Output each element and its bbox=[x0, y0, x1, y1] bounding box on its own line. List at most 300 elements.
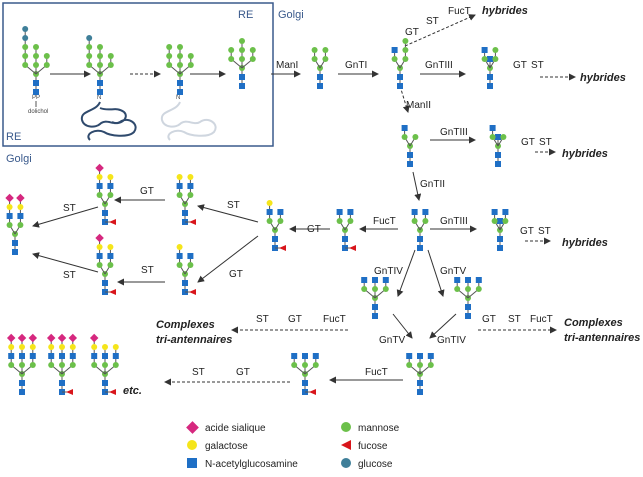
enzyme-gntv-2: GnTV bbox=[379, 335, 406, 346]
glcnac-icon bbox=[177, 80, 183, 86]
enzyme-gntii: GnTII bbox=[420, 179, 446, 190]
glcnac-icon bbox=[487, 74, 493, 80]
protein-chain-faded bbox=[162, 102, 216, 140]
glycan-biantennary bbox=[412, 209, 429, 251]
mannose-icon bbox=[166, 62, 172, 68]
mannose-icon bbox=[267, 218, 273, 224]
glcnac-icon bbox=[454, 277, 460, 283]
glcnac-icon bbox=[272, 236, 278, 242]
glcnac-icon bbox=[182, 210, 188, 216]
arrows bbox=[33, 15, 575, 382]
mannose-icon bbox=[372, 286, 378, 292]
mannose-icon bbox=[313, 362, 319, 368]
sialic-acid-icon bbox=[69, 334, 77, 342]
glcnac-icon bbox=[465, 304, 471, 310]
mannose-icon bbox=[500, 134, 506, 140]
mannose-icon bbox=[492, 218, 498, 224]
glcnac-icon bbox=[97, 80, 103, 86]
glcnac-icon bbox=[19, 389, 25, 395]
galactose-icon bbox=[70, 344, 76, 350]
dolichol-label: dolichol bbox=[28, 109, 49, 115]
glucose-icon bbox=[22, 35, 28, 41]
hybrides-label-2: hybrides bbox=[580, 72, 626, 84]
glcnac-icon bbox=[267, 209, 273, 215]
glucose-icon bbox=[86, 35, 92, 41]
glcnac-icon bbox=[302, 353, 308, 359]
mannose-icon bbox=[177, 192, 183, 198]
glcnac-icon bbox=[347, 209, 353, 215]
mannose-icon bbox=[322, 56, 328, 62]
asn-label-faded: N bbox=[176, 95, 181, 101]
mannose-icon bbox=[322, 47, 328, 53]
glcnac-icon bbox=[422, 209, 428, 215]
enzyme-gt-bottom: GT bbox=[236, 367, 250, 378]
glcnac-icon bbox=[337, 209, 343, 215]
mannose-icon bbox=[22, 44, 28, 50]
enzyme-st-tri-left: ST bbox=[256, 314, 269, 325]
mannose-icon bbox=[239, 47, 245, 53]
glcnac-icon bbox=[417, 236, 423, 242]
mannose-icon bbox=[402, 38, 408, 44]
glcnac-icon bbox=[8, 353, 14, 359]
glycan-fucosylated bbox=[337, 209, 356, 251]
glcnac-icon bbox=[291, 353, 297, 359]
legend-fucose-label: fucose bbox=[358, 441, 388, 452]
mannose-icon bbox=[412, 218, 418, 224]
glcnac-icon bbox=[313, 353, 319, 359]
enzyme-gt-upper: GT bbox=[140, 186, 154, 197]
glcnac-icon bbox=[406, 353, 412, 359]
mannose-icon bbox=[86, 62, 92, 68]
enzyme-gntiii-1: GnTIII bbox=[425, 60, 453, 71]
glcnac-icon bbox=[59, 353, 65, 359]
glcnac-icon bbox=[372, 313, 378, 319]
sialic-acid-icon bbox=[29, 334, 37, 342]
mannose-icon bbox=[33, 44, 39, 50]
enzyme-fuct-mid: FucT bbox=[373, 216, 396, 227]
legend-galactose-label: galactose bbox=[205, 441, 248, 452]
glycan-gal-partial bbox=[267, 200, 286, 251]
mannose-icon bbox=[337, 218, 343, 224]
enzyme-manii: ManII bbox=[406, 100, 432, 111]
galactose-icon bbox=[267, 200, 273, 206]
mannose-icon bbox=[490, 134, 496, 140]
glcnac-icon bbox=[502, 209, 508, 215]
mannose-icon bbox=[347, 218, 353, 224]
mannose-icon bbox=[228, 47, 234, 53]
glycan-final-2 bbox=[47, 334, 77, 395]
pp-label: PP bbox=[32, 95, 41, 101]
mannose-icon bbox=[108, 53, 114, 59]
legend bbox=[186, 421, 399, 470]
mannose-icon bbox=[33, 62, 39, 68]
mannose-icon bbox=[107, 192, 113, 198]
glcnac-icon bbox=[113, 353, 119, 359]
glcnac-icon bbox=[372, 304, 378, 310]
mannose-icon bbox=[70, 362, 76, 368]
mannose-icon bbox=[402, 56, 408, 62]
enzyme-st-lower: ST bbox=[141, 265, 154, 276]
sialic-acid-icon bbox=[47, 334, 55, 342]
fucose-icon bbox=[309, 389, 316, 395]
mannose-icon bbox=[312, 56, 318, 62]
galactose-icon bbox=[19, 344, 25, 350]
legend-sialic-label: acide sialique bbox=[205, 423, 266, 434]
legend-galactose-icon bbox=[187, 440, 197, 450]
protein-chain bbox=[82, 102, 136, 140]
complexes-right-line2: tri-antennaires bbox=[564, 332, 641, 344]
glcnac-icon bbox=[177, 89, 183, 95]
glcnac-icon bbox=[97, 183, 103, 189]
mannose-icon bbox=[166, 44, 172, 50]
legend-mannose-icon bbox=[341, 422, 351, 432]
sialic-acid-icon bbox=[95, 234, 103, 242]
glycan-tetra bbox=[406, 353, 434, 395]
glcnac-icon bbox=[33, 80, 39, 86]
glycan-man5 bbox=[312, 47, 329, 89]
galactose-icon bbox=[113, 344, 119, 350]
mannose-icon bbox=[250, 56, 256, 62]
legend-fucose-icon bbox=[341, 440, 351, 450]
enzyme-labels bbox=[63, 6, 553, 378]
mannose-icon bbox=[502, 218, 508, 224]
glycan-bisected-2 bbox=[490, 125, 507, 167]
mannose-icon bbox=[48, 362, 54, 368]
glcnac-icon bbox=[476, 277, 482, 283]
galactose-icon bbox=[97, 174, 103, 180]
mannose-icon bbox=[113, 362, 119, 368]
glycan-lipid-precursor bbox=[22, 26, 50, 95]
legend-glcnac-label: N-acetylglucosamine bbox=[205, 459, 298, 470]
mannose-icon bbox=[33, 53, 39, 59]
glcnac-icon bbox=[19, 353, 25, 359]
mannose-icon bbox=[44, 62, 50, 68]
glcnac-icon bbox=[97, 89, 103, 95]
sialic-acid-icon bbox=[95, 164, 103, 172]
galactose-icon bbox=[48, 344, 54, 350]
glcnac-icon bbox=[482, 47, 488, 53]
glcnac-icon bbox=[361, 277, 367, 283]
mannose-icon bbox=[492, 47, 498, 53]
glcnac-icon bbox=[402, 125, 408, 131]
sialic-acid-icon bbox=[7, 334, 15, 342]
etc-label: etc. bbox=[123, 385, 142, 397]
glycan-structures bbox=[5, 26, 508, 395]
mannose-icon bbox=[19, 362, 25, 368]
glcnac-icon bbox=[102, 280, 108, 286]
mannose-icon bbox=[417, 362, 423, 368]
glcnac-icon bbox=[417, 389, 423, 395]
mannose-icon bbox=[228, 56, 234, 62]
glycan-tetra-fuc bbox=[291, 353, 319, 395]
mannose-icon bbox=[250, 47, 256, 53]
glcnac-icon bbox=[187, 253, 193, 259]
er-label-top: RE bbox=[238, 9, 254, 21]
fucose-icon bbox=[349, 245, 356, 251]
glcnac-icon bbox=[12, 240, 18, 246]
enzyme-st-upper-left: ST bbox=[63, 203, 76, 214]
galactose-icon bbox=[107, 244, 113, 250]
mannose-icon bbox=[422, 218, 428, 224]
glcnac-icon bbox=[177, 253, 183, 259]
galactose-icon bbox=[177, 174, 183, 180]
glcnac-icon bbox=[487, 56, 493, 62]
enzyme-gt-lower: GT bbox=[229, 269, 243, 280]
glcnac-icon bbox=[17, 213, 23, 219]
glcnac-icon bbox=[495, 152, 501, 158]
glcnac-icon bbox=[490, 125, 496, 131]
glcnac-icon bbox=[97, 253, 103, 259]
mannose-icon bbox=[97, 44, 103, 50]
enzyme-gntv-1: GnTV bbox=[440, 266, 467, 277]
mannose-icon bbox=[239, 56, 245, 62]
galactose-icon bbox=[177, 244, 183, 250]
golgi-label-bottom: Golgi bbox=[6, 153, 32, 165]
mannose-icon bbox=[188, 53, 194, 59]
enzyme-st-bottom: ST bbox=[192, 367, 205, 378]
glycan-bisected-hybrid bbox=[482, 47, 499, 89]
enzyme-st-1: ST bbox=[531, 60, 544, 71]
glcnac-icon bbox=[487, 83, 493, 89]
mannose-icon bbox=[412, 134, 418, 140]
glcnac-icon bbox=[492, 209, 498, 215]
glycan-final-1 bbox=[7, 334, 37, 395]
galactose-icon bbox=[8, 344, 14, 350]
glcnac-icon bbox=[107, 183, 113, 189]
glycan-gnti-product bbox=[392, 38, 409, 89]
fucose-icon bbox=[109, 219, 116, 225]
mannose-icon bbox=[454, 286, 460, 292]
mannose-icon bbox=[22, 62, 28, 68]
glucose-icon bbox=[22, 26, 28, 32]
arrow-gntii bbox=[413, 172, 419, 200]
glcnac-icon bbox=[428, 353, 434, 359]
mannose-icon bbox=[8, 362, 14, 368]
glycan-bisected-3 bbox=[492, 209, 509, 251]
glcnac-icon bbox=[417, 245, 423, 251]
mannose-icon bbox=[476, 286, 482, 292]
glycan-disialyl bbox=[5, 194, 24, 255]
glcnac-icon bbox=[417, 353, 423, 359]
glycan-tri-gntiv bbox=[361, 277, 389, 319]
glcnac-icon bbox=[182, 280, 188, 286]
fucose-icon bbox=[189, 219, 196, 225]
mannose-icon bbox=[239, 38, 245, 44]
galactose-icon bbox=[59, 344, 65, 350]
enzyme-mani: ManI bbox=[276, 60, 299, 71]
mannose-icon bbox=[30, 362, 36, 368]
mannose-icon bbox=[59, 362, 65, 368]
glcnac-icon bbox=[19, 380, 25, 386]
golgi-label-top: Golgi bbox=[278, 9, 304, 21]
enzyme-gt-2: GT bbox=[521, 137, 535, 148]
fucose-icon bbox=[279, 245, 286, 251]
glycan-upper-sia bbox=[95, 164, 116, 225]
galactose-icon bbox=[107, 174, 113, 180]
mannose-icon bbox=[177, 62, 183, 68]
complexes-left-line1: Complexes bbox=[156, 319, 215, 331]
glcnac-icon bbox=[59, 380, 65, 386]
glcnac-icon bbox=[91, 353, 97, 359]
glcnac-icon bbox=[465, 313, 471, 319]
mannose-icon bbox=[187, 262, 193, 268]
glycan-upper-gal bbox=[177, 174, 196, 225]
glcnac-icon bbox=[30, 353, 36, 359]
glcnac-icon bbox=[407, 161, 413, 167]
glcnac-icon bbox=[187, 183, 193, 189]
mannose-icon bbox=[22, 53, 28, 59]
glcnac-icon bbox=[383, 277, 389, 283]
mannose-icon bbox=[44, 53, 50, 59]
fucose-icon bbox=[109, 289, 116, 295]
enzyme-fuct-tri-left: FucT bbox=[323, 314, 346, 325]
glycan-lower-sia bbox=[95, 234, 116, 295]
sialic-acid-icon bbox=[90, 334, 98, 342]
mannose-icon bbox=[302, 362, 308, 368]
glcnac-icon bbox=[12, 249, 18, 255]
glcnac-icon bbox=[239, 83, 245, 89]
mannose-icon bbox=[17, 222, 23, 228]
mannose-icon bbox=[312, 47, 318, 53]
arrow-gt-lower bbox=[198, 236, 258, 282]
fucose-icon bbox=[189, 289, 196, 295]
enzyme-st-lower-left: ST bbox=[63, 270, 76, 281]
mannose-icon bbox=[97, 192, 103, 198]
mannose-icon bbox=[97, 262, 103, 268]
mannose-icon bbox=[406, 362, 412, 368]
mannose-icon bbox=[166, 53, 172, 59]
mannose-icon bbox=[177, 262, 183, 268]
glcnac-icon bbox=[417, 380, 423, 386]
legend-glcnac-icon bbox=[187, 458, 197, 468]
fucose-icon bbox=[66, 389, 73, 395]
enzyme-gt-tri-right: GT bbox=[482, 314, 496, 325]
mannose-icon bbox=[291, 362, 297, 368]
mannose-icon bbox=[188, 62, 194, 68]
galactose-icon bbox=[17, 204, 23, 210]
glcnac-icon bbox=[497, 245, 503, 251]
galactose-icon bbox=[7, 204, 13, 210]
mannose-icon bbox=[392, 56, 398, 62]
mannose-icon bbox=[361, 286, 367, 292]
mannose-icon bbox=[97, 53, 103, 59]
enzyme-fuct-bottom: FucT bbox=[365, 367, 388, 378]
glcnac-icon bbox=[392, 47, 398, 53]
enzyme-gt-left: GT bbox=[307, 224, 321, 235]
legend-mannose-label: mannose bbox=[358, 423, 400, 434]
mannose-icon bbox=[428, 362, 434, 368]
galactose-icon bbox=[102, 344, 108, 350]
sialic-acid-icon bbox=[58, 334, 66, 342]
glycan-lower-gal bbox=[177, 244, 196, 295]
enzyme-st-tri-right: ST bbox=[508, 314, 521, 325]
mannose-icon bbox=[91, 362, 97, 368]
mannose-icon bbox=[383, 286, 389, 292]
mannose-icon bbox=[107, 262, 113, 268]
glcnac-icon bbox=[302, 380, 308, 386]
mannose-icon bbox=[492, 56, 498, 62]
galactose-icon bbox=[30, 344, 36, 350]
sialic-acid-icon bbox=[16, 194, 24, 202]
glycan-man3-gn bbox=[402, 125, 419, 167]
galactose-icon bbox=[187, 174, 193, 180]
glcnac-icon bbox=[497, 236, 503, 242]
legend-sialic-icon bbox=[186, 421, 199, 434]
glycan-final-3 bbox=[90, 334, 119, 395]
glcnac-icon bbox=[495, 161, 501, 167]
glycan-man8 bbox=[228, 38, 256, 89]
mannose-icon bbox=[402, 134, 408, 140]
glcnac-icon bbox=[465, 277, 471, 283]
enzyme-gntiii-3: GnTIII bbox=[440, 216, 468, 227]
mannose-icon bbox=[108, 62, 114, 68]
enzyme-fuct-top: FucT bbox=[448, 6, 471, 17]
mannose-icon bbox=[277, 218, 283, 224]
mannose-icon bbox=[482, 56, 488, 62]
mannose-icon bbox=[465, 286, 471, 292]
glcnac-icon bbox=[7, 213, 13, 219]
glcnac-icon bbox=[397, 74, 403, 80]
glcnac-icon bbox=[412, 209, 418, 215]
mannose-icon bbox=[102, 362, 108, 368]
complexes-right-line1: Complexes bbox=[564, 317, 623, 329]
er-label-bottom: RE bbox=[6, 131, 22, 143]
enzyme-gt-1: GT bbox=[513, 60, 527, 71]
mannose-icon bbox=[97, 62, 103, 68]
glcnac-icon bbox=[48, 353, 54, 359]
mannose-icon bbox=[86, 44, 92, 50]
galactose-icon bbox=[91, 344, 97, 350]
enzyme-st-3: ST bbox=[538, 226, 551, 237]
hybrides-label-4: hybrides bbox=[562, 237, 608, 249]
glycan-er-2 bbox=[86, 35, 114, 95]
mannose-icon bbox=[86, 53, 92, 59]
legend-glucose-label: glucose bbox=[358, 459, 393, 470]
glcnac-icon bbox=[495, 134, 501, 140]
glcnac-icon bbox=[372, 277, 378, 283]
enzyme-gt-top: GT bbox=[405, 27, 419, 38]
enzyme-st-top: ST bbox=[426, 16, 439, 27]
glycan-tri-gntv bbox=[454, 277, 482, 319]
enzyme-fuct-tri-right: FucT bbox=[530, 314, 553, 325]
glcnac-icon bbox=[102, 210, 108, 216]
glcnac-icon bbox=[497, 218, 503, 224]
galactose-icon bbox=[97, 244, 103, 250]
enzyme-gt-tri-left: GT bbox=[288, 314, 302, 325]
glcnac-icon bbox=[397, 83, 403, 89]
mannose-icon bbox=[177, 44, 183, 50]
glcnac-icon bbox=[317, 74, 323, 80]
glcnac-icon bbox=[107, 253, 113, 259]
enzyme-gntiv-2: GnTIV bbox=[437, 335, 466, 346]
glcnac-icon bbox=[239, 74, 245, 80]
glcnac-icon bbox=[342, 236, 348, 242]
glcnac-icon bbox=[70, 353, 76, 359]
hybrides-label-1: hybrides bbox=[482, 5, 528, 17]
glcnac-icon bbox=[102, 380, 108, 386]
fucose-icon bbox=[109, 389, 116, 395]
enzyme-st-2: ST bbox=[539, 137, 552, 148]
glcnac-icon bbox=[177, 183, 183, 189]
complexes-left-line2: tri-antennaires bbox=[156, 334, 233, 346]
glcnac-icon bbox=[407, 152, 413, 158]
glcnac-icon bbox=[33, 89, 39, 95]
glcnac-icon bbox=[317, 83, 323, 89]
glcnac-icon bbox=[277, 209, 283, 215]
mannose-icon bbox=[402, 47, 408, 53]
mannose-icon bbox=[187, 192, 193, 198]
enzyme-gntiv-1: GnTIV bbox=[374, 266, 403, 277]
